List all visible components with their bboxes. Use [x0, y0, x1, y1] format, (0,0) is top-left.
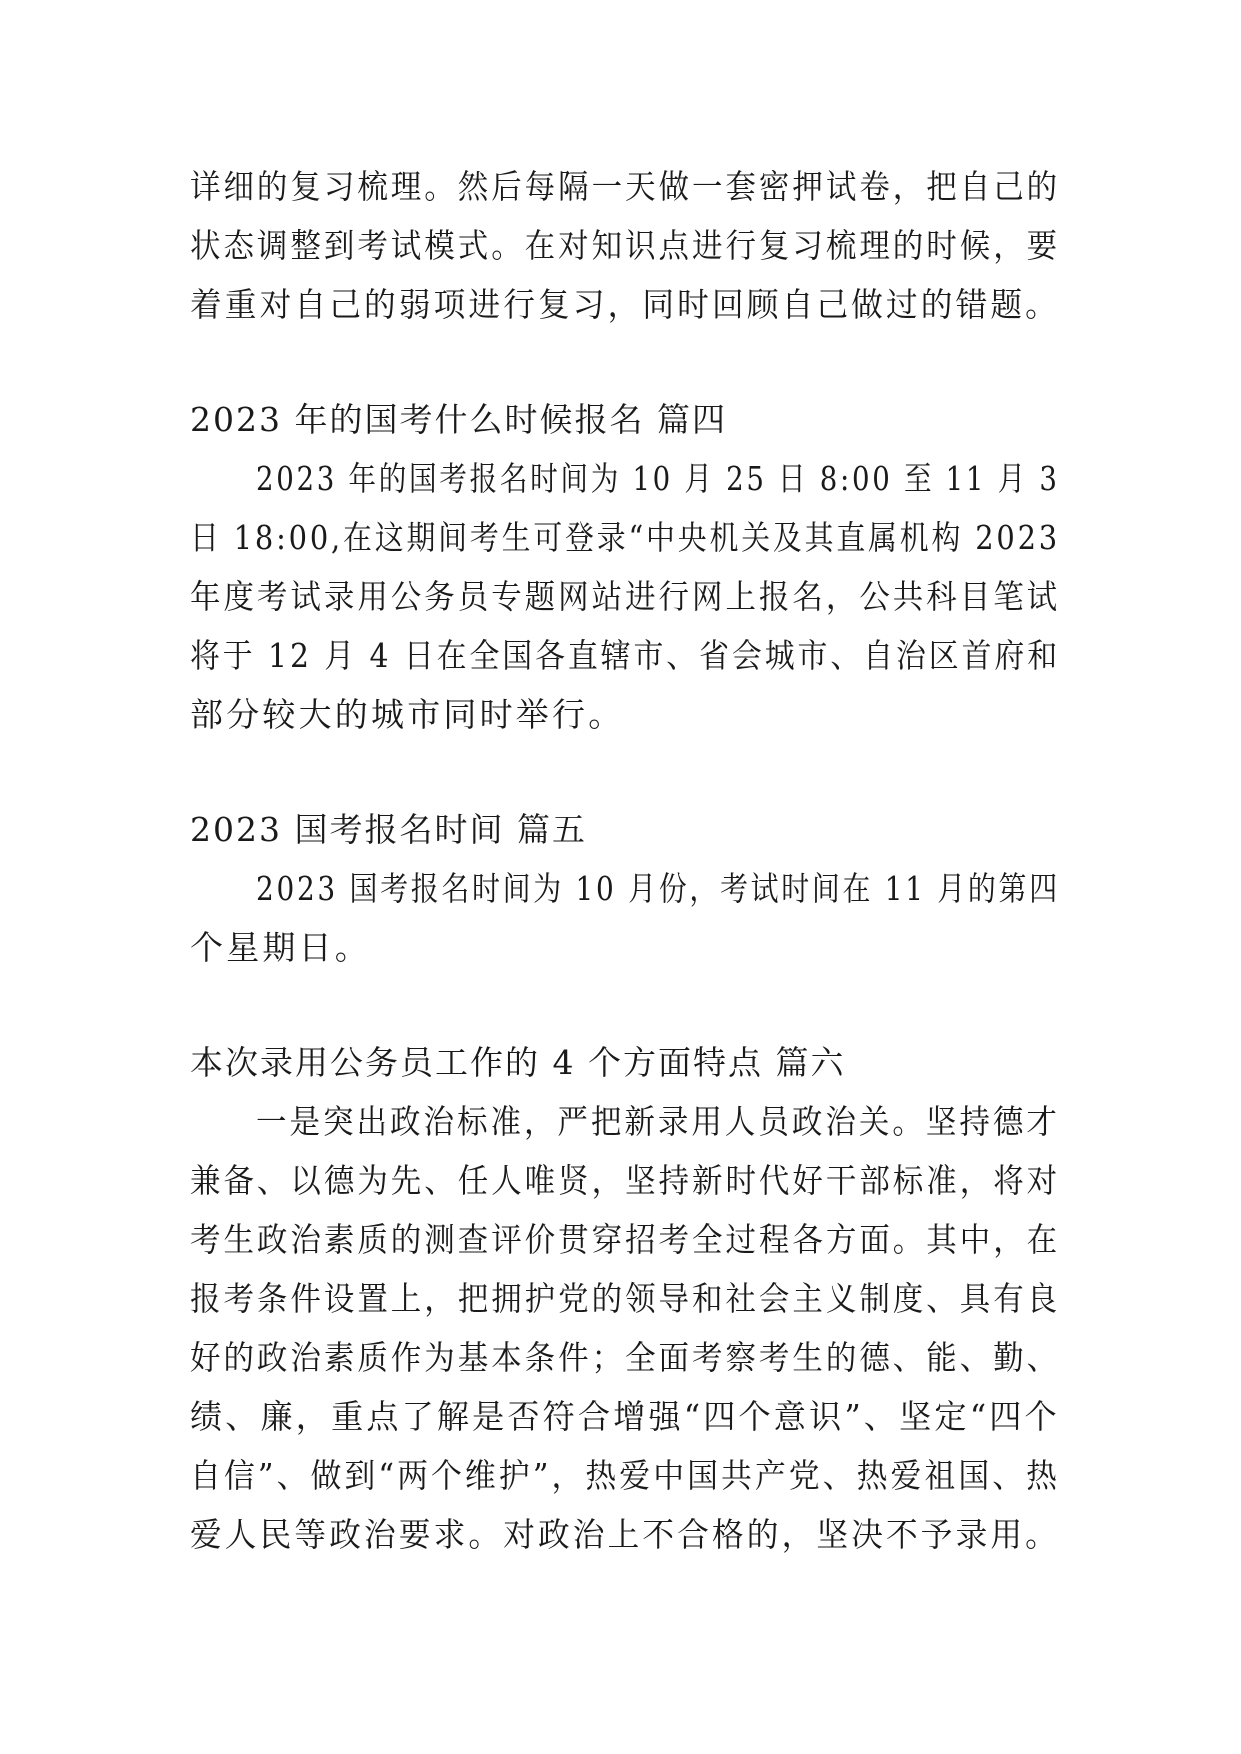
paragraph-line: 好的政治素质作为基本条件；全面考察考生的德、能、勤、 [190, 1338, 1061, 1377]
paragraph-line: 2023 年的国考报名时间为 10 月 25 日 8:00 至 11 月 3 [256, 459, 1060, 498]
section-heading-6: 本次录用公务员工作的 4 个方面特点 篇六 [190, 1043, 846, 1082]
paragraph-line: 部分较大的城市同时举行。 [190, 695, 625, 734]
section-heading-4: 2023 年的国考什么时候报名 篇四 [190, 400, 727, 439]
paragraph-line: 将于 12 月 4 日在全国各直辖市、省会城市、自治区首府和 [190, 636, 1061, 675]
paragraph-line: 爱人民等政治要求。对政治上不合格的，坚决不予录用。 [190, 1515, 1060, 1554]
paragraph-line: 着重对自己的弱项进行复习，同时回顾自己做过的错题。 [190, 285, 1060, 324]
paragraph-line: 日 18:00,在这期间考生可登录“中央机关及其直属机构 2023 [190, 518, 1060, 557]
paragraph-line: 兼备、以德为先、任人唯贤，坚持新时代好干部标准，将对 [190, 1161, 1061, 1200]
paragraph-line: 一是突出政治标准，严把新录用人员政治关。坚持德才 [256, 1102, 1060, 1141]
paragraph-line: 状态调整到考试模式。在对知识点进行复习梳理的时候，要 [190, 226, 1061, 265]
paragraph-line: 考生政治素质的测查评价贯穿招考全过程各方面。其中，在 [190, 1220, 1061, 1259]
section-heading-5: 2023 国考报名时间 篇五 [190, 810, 587, 849]
paragraph-line: 报考条件设置上，把拥护党的领导和社会主义制度、具有良 [190, 1279, 1061, 1318]
paragraph-line: 年度考试录用公务员专题网站进行网上报名，公共科目笔试 [190, 577, 1061, 616]
paragraph-line: 2023 国考报名时间为 10 月份，考试时间在 11 月的第四 [256, 869, 1060, 908]
paragraph-line: 个星期日。 [190, 928, 371, 967]
paragraph-line: 详细的复习梳理。然后每隔一天做一套密押试卷，把自己的 [190, 167, 1061, 206]
paragraph-line: 自信”、做到“两个维护”，热爱中国共产党、热爱祖国、热 [190, 1456, 1061, 1495]
paragraph-line: 绩、廉，重点了解是否符合增强“四个意识”、坚定“四个 [190, 1397, 1060, 1436]
